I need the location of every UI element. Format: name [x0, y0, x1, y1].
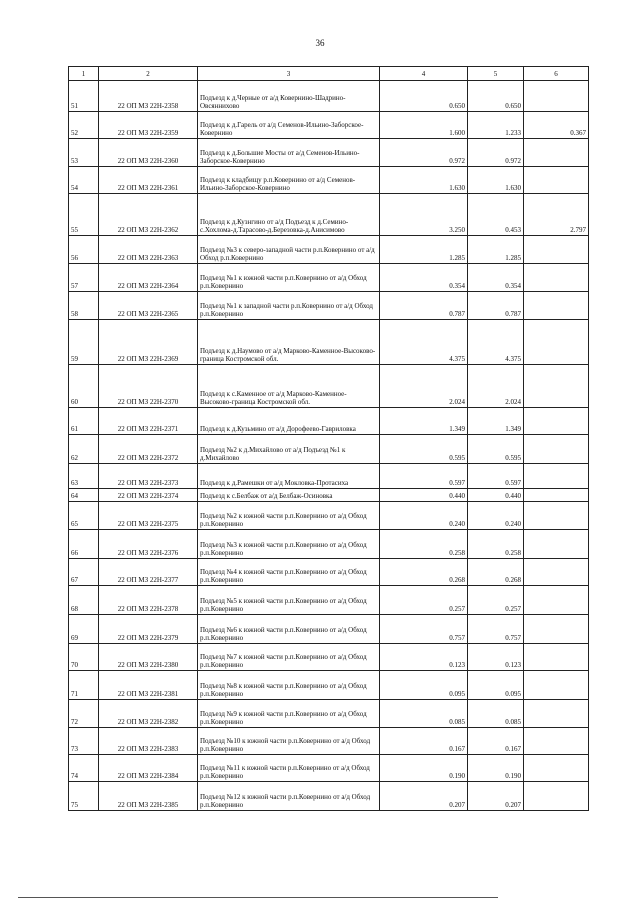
road-name: Подъезд №3 к южной части р.п.Ковернино от а/д Обход р.п.Ковернино: [198, 530, 380, 559]
road-code: 22 ОП МЗ 22Н-2378: [99, 586, 198, 615]
value-col-6: [524, 615, 589, 644]
header-col-6: 6: [524, 67, 589, 81]
road-code: 22 ОП МЗ 22Н-2363: [99, 236, 198, 264]
row-number: 60: [69, 365, 99, 408]
row-number: 57: [69, 264, 99, 292]
road-name: Подъезд к кладбищу р.п.Ковернино от а/д Семенов-Ильино-Заборское-Ковернино: [198, 167, 380, 194]
table-row: [69, 586, 589, 615]
value-col-4: 0.258: [380, 530, 468, 559]
value-col-5: 0.085: [468, 700, 524, 728]
row-number: 69: [69, 615, 99, 644]
road-name: Подъезд №2 к д.Михайлово от а/д Подъезд №1 к д.Михайлово: [198, 435, 380, 464]
table-row: [69, 112, 589, 139]
row-number: 68: [69, 586, 99, 615]
row-number: 73: [69, 728, 99, 755]
table-row: [69, 530, 589, 559]
road-code: 22 ОП МЗ 22Н-2374: [99, 489, 198, 502]
row-number: 61: [69, 408, 99, 435]
value-col-6: [524, 700, 589, 728]
road-code: 22 ОП МЗ 22Н-2377: [99, 559, 198, 586]
value-col-6: [524, 167, 589, 194]
table-row: [69, 167, 589, 194]
value-col-4: 1.630: [380, 167, 468, 194]
row-number: 58: [69, 292, 99, 320]
table-row: [69, 782, 589, 811]
road-name: Подъезд №8 к южной части р.п.Ковернино от а/д Обход р.п.Ковернино: [198, 671, 380, 700]
footer-rule: [18, 897, 498, 898]
road-code: 22 ОП МЗ 22Н-2375: [99, 502, 198, 530]
value-col-4: 0.787: [380, 292, 468, 320]
value-col-5: 1.630: [468, 167, 524, 194]
value-col-4: 0.123: [380, 644, 468, 671]
row-number: 62: [69, 435, 99, 464]
header-col-4: 4: [380, 67, 468, 81]
value-col-5: 0.190: [468, 755, 524, 782]
value-col-6: [524, 365, 589, 408]
value-col-6: [524, 292, 589, 320]
table-header-row: [69, 67, 589, 81]
value-col-5: 0.258: [468, 530, 524, 559]
road-name: Подъезд к д.Наумово от а/д Марково-Каменное-Высоково-граница Костромской обл.: [198, 320, 380, 365]
table-row: [69, 489, 589, 502]
page-number: 36: [315, 38, 325, 48]
value-col-4: 0.085: [380, 700, 468, 728]
table-row: [69, 139, 589, 167]
value-col-5: 0.240: [468, 502, 524, 530]
row-number: 53: [69, 139, 99, 167]
value-col-5: 1.349: [468, 408, 524, 435]
road-code: 22 ОП МЗ 22Н-2370: [99, 365, 198, 408]
road-code: 22 ОП МЗ 22Н-2373: [99, 464, 198, 489]
header-col-2: 2: [99, 67, 198, 81]
road-code: 22 ОП МЗ 22Н-2380: [99, 644, 198, 671]
value-col-6: [524, 264, 589, 292]
value-col-4: 0.597: [380, 464, 468, 489]
roads-table: [68, 66, 589, 811]
value-col-6: [524, 408, 589, 435]
value-col-6: [524, 644, 589, 671]
value-col-4: 0.207: [380, 782, 468, 811]
value-col-5: 2.024: [468, 365, 524, 408]
table-row: [69, 671, 589, 700]
road-code: 22 ОП МЗ 22Н-2359: [99, 112, 198, 139]
value-col-6: [524, 755, 589, 782]
road-code: 22 ОП МЗ 22Н-2360: [99, 139, 198, 167]
value-col-6: [524, 435, 589, 464]
road-name: Подъезд к д.Рамешки от а/д Мокловка-Протасиха: [198, 464, 380, 489]
road-name: Подъезд к д.Гарель от а/д Семенов-Ильино-Заборское-Ковернино: [198, 112, 380, 139]
value-col-6: [524, 139, 589, 167]
table-row: [69, 320, 589, 365]
road-code: 22 ОП МЗ 22Н-2381: [99, 671, 198, 700]
table-body: [69, 81, 589, 811]
value-col-5: 0.268: [468, 559, 524, 586]
value-col-5: 0.595: [468, 435, 524, 464]
row-number: 59: [69, 320, 99, 365]
road-name: Подъезд к д.Черные от а/д Ковернино-Шадрино-Овсяннихово: [198, 81, 380, 112]
road-code: 22 ОП МЗ 22Н-2371: [99, 408, 198, 435]
road-name: Подъезд к д.Большие Мосты от а/д Семенов-Ильино-Заборское-Ковернино: [198, 139, 380, 167]
road-name: Подъезд №1 к южной части р.п.Ковернино от а/д Обход р.п.Ковернино: [198, 264, 380, 292]
road-name: Подъезд №5 к южной части р.п.Ковернино от а/д Обход р.п.Ковернино: [198, 586, 380, 615]
road-code: 22 ОП МЗ 22Н-2379: [99, 615, 198, 644]
table-row: [69, 194, 589, 236]
value-col-6: [524, 236, 589, 264]
road-name: Подъезд №10 к южной части р.п.Ковернино от а/д Обход р.п.Ковернино: [198, 728, 380, 755]
row-number: 65: [69, 502, 99, 530]
header-col-1: 1: [69, 67, 99, 81]
road-code: 22 ОП МЗ 22Н-2372: [99, 435, 198, 464]
value-col-5: 0.167: [468, 728, 524, 755]
road-code: 22 ОП МЗ 22Н-2362: [99, 194, 198, 236]
road-name: Подъезд к с.Белбаж от а/д Белбаж-Осиновка: [198, 489, 380, 502]
value-col-6: [524, 464, 589, 489]
road-name: Подъезд к д.Кузьмино от а/д Дорофеево-Гавриловка: [198, 408, 380, 435]
value-col-5: 0.757: [468, 615, 524, 644]
table-row: [69, 502, 589, 530]
value-col-6: 2.797: [524, 194, 589, 236]
road-code: 22 ОП МЗ 22Н-2365: [99, 292, 198, 320]
row-number: 51: [69, 81, 99, 112]
value-col-6: [524, 586, 589, 615]
table-row: [69, 236, 589, 264]
road-code: 22 ОП МЗ 22Н-2384: [99, 755, 198, 782]
value-col-4: 0.268: [380, 559, 468, 586]
road-code: 22 ОП МЗ 22Н-2385: [99, 782, 198, 811]
value-col-5: 0.095: [468, 671, 524, 700]
table-row: [69, 559, 589, 586]
value-col-4: 3.250: [380, 194, 468, 236]
value-col-4: 0.440: [380, 489, 468, 502]
table-row: [69, 408, 589, 435]
value-col-4: 1.600: [380, 112, 468, 139]
header-col-5: 5: [468, 67, 524, 81]
table-row: [69, 435, 589, 464]
value-col-4: 0.167: [380, 728, 468, 755]
road-code: 22 ОП МЗ 22Н-2358: [99, 81, 198, 112]
row-number: 52: [69, 112, 99, 139]
road-code: 22 ОП МЗ 22Н-2361: [99, 167, 198, 194]
road-code: 22 ОП МЗ 22Н-2376: [99, 530, 198, 559]
row-number: 55: [69, 194, 99, 236]
road-code: 22 ОП МЗ 22Н-2364: [99, 264, 198, 292]
value-col-6: [524, 489, 589, 502]
value-col-5: 0.972: [468, 139, 524, 167]
value-col-4: 0.595: [380, 435, 468, 464]
value-col-6: [524, 81, 589, 112]
value-col-4: 2.024: [380, 365, 468, 408]
value-col-6: [524, 530, 589, 559]
row-number: 63: [69, 464, 99, 489]
value-col-5: 0.440: [468, 489, 524, 502]
value-col-5: 0.207: [468, 782, 524, 811]
value-col-6: 0.367: [524, 112, 589, 139]
value-col-5: 1.233: [468, 112, 524, 139]
road-code: 22 ОП МЗ 22Н-2382: [99, 700, 198, 728]
road-name: Подъезд №7 к южной части р.п.Ковернино от а/д Обход р.п.Ковернино: [198, 644, 380, 671]
row-number: 67: [69, 559, 99, 586]
table-row: [69, 644, 589, 671]
value-col-5: 4.375: [468, 320, 524, 365]
value-col-6: [524, 320, 589, 365]
row-number: 64: [69, 489, 99, 502]
table-row: [69, 464, 589, 489]
table-row: [69, 615, 589, 644]
road-name: Подъезд №6 к южной части р.п.Ковернино от а/д Обход р.п.Ковернино: [198, 615, 380, 644]
value-col-6: [524, 782, 589, 811]
value-col-5: 0.123: [468, 644, 524, 671]
value-col-4: 0.257: [380, 586, 468, 615]
value-col-6: [524, 728, 589, 755]
table-row: [69, 700, 589, 728]
value-col-4: 1.285: [380, 236, 468, 264]
header-col-3: 3: [198, 67, 380, 81]
road-name: Подъезд №3 к северо-западной части р.п.Ковернино от а/д Обход р.п.Ковернино: [198, 236, 380, 264]
road-name: Подъезд №12 к южной части р.п.Ковернино от а/д Обход р.п.Ковернино: [198, 782, 380, 811]
road-name: Подъезд №4 к южной части р.п.Ковернино от а/д Обход р.п.Ковернино: [198, 559, 380, 586]
value-col-5: 0.650: [468, 81, 524, 112]
road-name: Подъезд №9 к южной части р.п.Ковернино от а/д Обход р.п.Ковернино: [198, 700, 380, 728]
row-number: 71: [69, 671, 99, 700]
road-name: Подъезд №2 к южной части р.п.Ковернино от а/д Обход р.п.Ковернино: [198, 502, 380, 530]
road-name: Подъезд к д.Кузнгино от а/д Подъезд к д.Семино-с.Хохлома-д.Тарасово-д.Березовка-д.Анисимово: [198, 194, 380, 236]
value-col-5: 0.787: [468, 292, 524, 320]
value-col-4: 0.190: [380, 755, 468, 782]
row-number: 72: [69, 700, 99, 728]
road-name: Подъезд к с.Каменное от а/д Марково-Каменное-Высоково-граница Костромской обл.: [198, 365, 380, 408]
row-number: 74: [69, 755, 99, 782]
table-row: [69, 365, 589, 408]
value-col-4: 4.375: [380, 320, 468, 365]
value-col-4: 0.240: [380, 502, 468, 530]
value-col-5: 0.257: [468, 586, 524, 615]
value-col-5: 0.597: [468, 464, 524, 489]
row-number: 70: [69, 644, 99, 671]
value-col-5: 0.453: [468, 194, 524, 236]
value-col-6: [524, 502, 589, 530]
road-name: Подъезд №11 к южной части р.п.Ковернино от а/д Обход р.п.Ковернино: [198, 755, 380, 782]
road-code: 22 ОП МЗ 22Н-2383: [99, 728, 198, 755]
value-col-4: 0.650: [380, 81, 468, 112]
row-number: 54: [69, 167, 99, 194]
value-col-6: [524, 671, 589, 700]
road-name: Подъезд №1 к западной части р.п.Ковернино от а/д Обход р.п.Ковернино: [198, 292, 380, 320]
value-col-5: 0.354: [468, 264, 524, 292]
value-col-4: 0.095: [380, 671, 468, 700]
table-row: [69, 728, 589, 755]
value-col-4: 0.757: [380, 615, 468, 644]
row-number: 56: [69, 236, 99, 264]
table-row: [69, 264, 589, 292]
row-number: 66: [69, 530, 99, 559]
value-col-6: [524, 559, 589, 586]
value-col-4: 1.349: [380, 408, 468, 435]
road-code: 22 ОП МЗ 22Н-2369: [99, 320, 198, 365]
value-col-4: 0.354: [380, 264, 468, 292]
table-row: [69, 292, 589, 320]
row-number: 75: [69, 782, 99, 811]
table-row: [69, 755, 589, 782]
value-col-4: 0.972: [380, 139, 468, 167]
table-row: [69, 81, 589, 112]
value-col-5: 1.285: [468, 236, 524, 264]
